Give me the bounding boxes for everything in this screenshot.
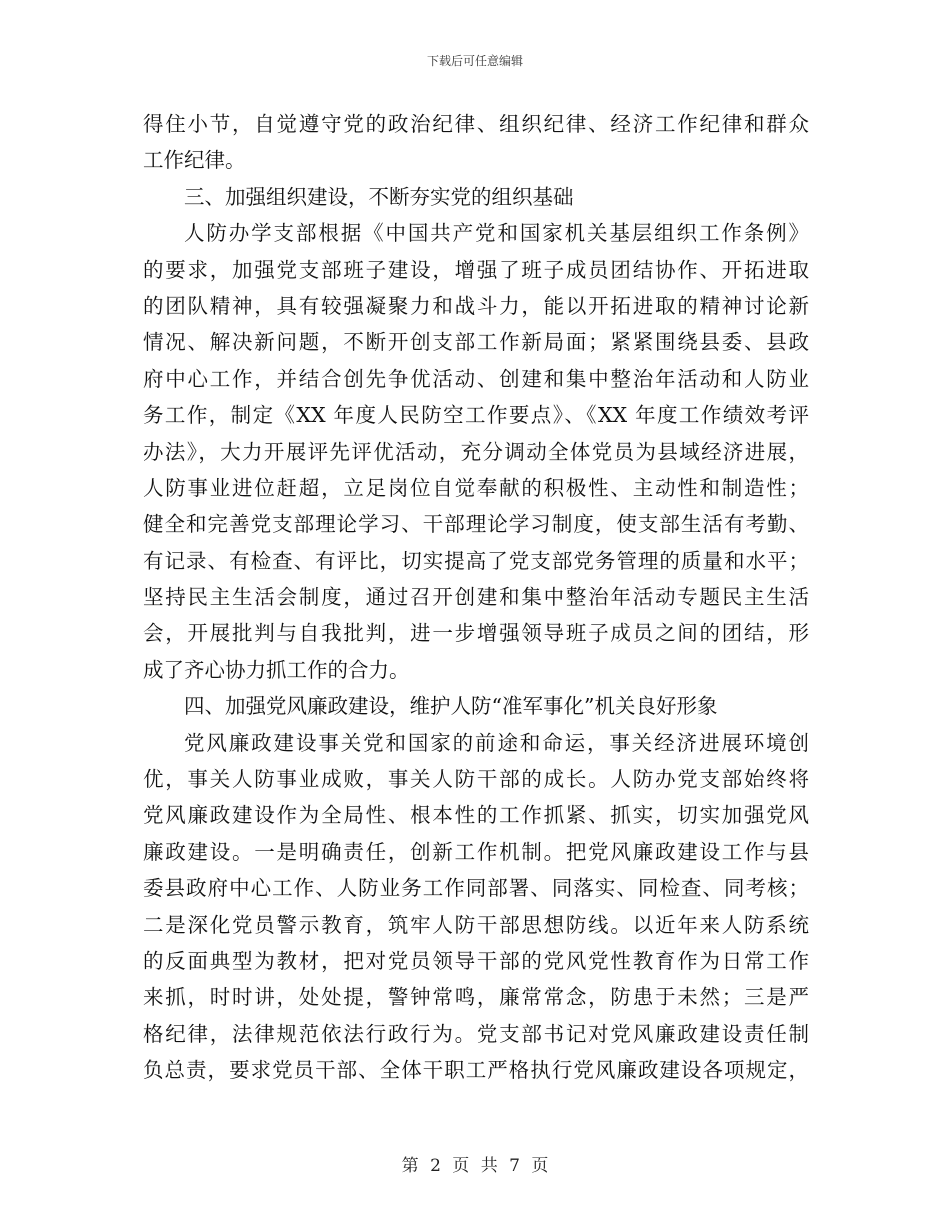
body-line: 有记录、有检查、有评比，切实提高了党支部党务管理的质量和水平； [143,548,809,573]
body-line: 格纪律，法律规范依法行政行为。党支部书记对党风廉政建设责任制 [143,1021,809,1046]
body-line: 情况、解决新问题，不断开创支部工作新局面；紧紧围绕县委、县政 [143,330,809,355]
body-line: 成了齐心协力抓工作的合力。 [143,657,410,682]
section-heading: 三、加强组织建设，不断夯实党的组织基础 [184,184,574,209]
section-heading: 四、加强党风廉政建设，维护人防“准军事化”机关良好形象 [184,694,718,719]
body-line: 会，开展批判与自我批判，进一步增强领导班子成员之间的团结，形 [143,621,809,646]
body-line: 委县政府中心工作、人防业务工作同部署、同落实、同检查、同考核； [143,876,809,901]
body-line: 党风廉政建设作为全局性、根本性的工作抓紧、抓实，切实加强党风 [143,803,809,828]
page-number: 第 2 页 共 7 页 [401,1156,549,1176]
body-line: 工作纪律。 [143,148,246,173]
body-line: 党风廉政建设事关党和国家的前途和命运，事关经济进展环境创 [184,730,809,755]
document-body [143,106,809,1089]
body-line: 健全和完善党支部理论学习、干部理论学习制度，使支部生活有考勤、 [143,512,809,537]
body-line: 优，事关人防事业成败，事关人防干部的成长。人防办党支部始终将 [143,767,809,792]
body-line: 二是深化党员警示教育，筑牢人防干部思想防线。以近年来人防系统 [143,912,809,937]
body-line: 负总责，要求党员干部、全体干职工严格执行党风廉政建设各项规定， [143,1058,809,1083]
body-line: 的团队精神，具有较强凝聚力和战斗力，能以开拓进取的精神讨论新 [143,293,809,318]
body-line: 坚持民主生活会制度，通过召开创建和集中整治年活动专题民主生活 [143,585,809,610]
body-line: 府中心工作，并结合创先争优活动、创建和集中整治年活动和人防业 [143,366,809,391]
body-line: 的反面典型为教材，把对党员领导干部的党风党性教育作为日常工作 [143,948,809,973]
body-line: 务工作，制定《XX 年度人民防空工作要点》、《XX 年度工作绩效考评 [143,403,809,428]
body-line: 人防事业进位赶超，立足岗位自觉奉献的积极性、主动性和制造性； [143,475,809,500]
body-line: 的要求，加强党支部班子建设，增强了班子成员团结协作、开拓进取 [143,257,809,282]
body-line: 人防办学支部根据《中国共产党和国家机关基层组织工作条例》 [184,221,809,246]
page-header: 下载后可任意编辑 [426,54,523,68]
body-line: 来抓，时时讲，处处提，警钟常鸣，廉常常念，防患于未然；三是严 [143,985,809,1010]
body-line: 办法》，大力开展评先评优活动，充分调动全体党员为县域经济进展， [143,439,809,464]
body-line: 廉政建设。一是明确责任，创新工作机制。把党风廉政建设工作与县 [143,839,809,864]
body-line: 得住小节，自觉遵守党的政治纪律、组织纪律、经济工作纪律和群众 [143,112,809,136]
